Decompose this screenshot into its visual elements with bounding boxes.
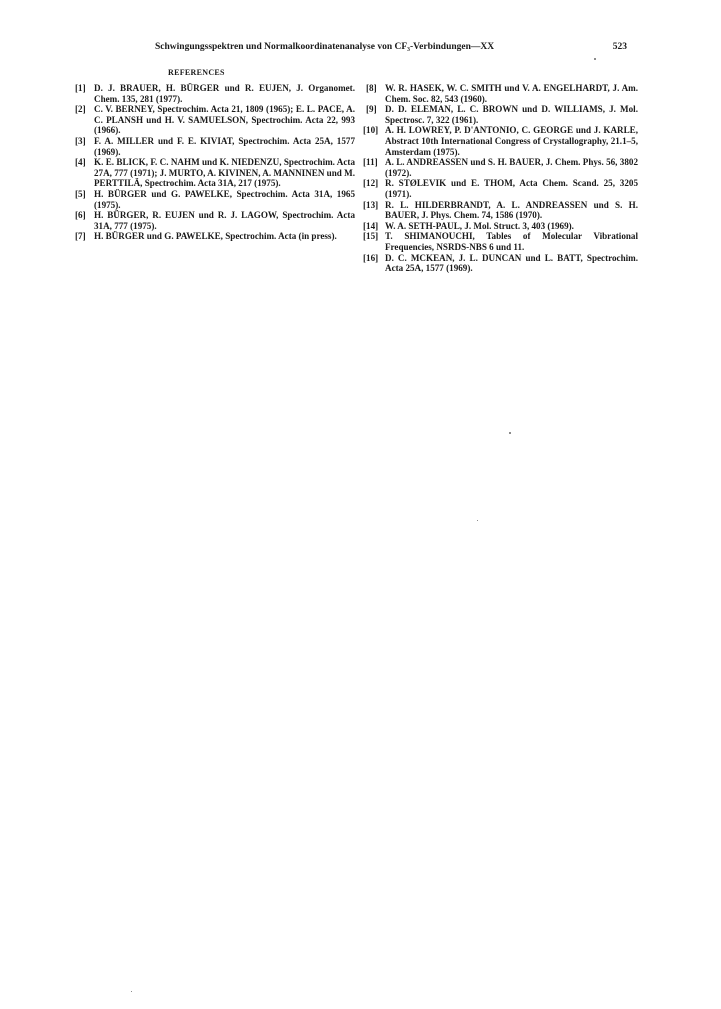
reference-10 — [363, 125, 638, 157]
reference-12 — [363, 178, 638, 199]
reference-16 — [363, 252, 638, 274]
reference-1 — [75, 83, 355, 104]
reference-number: [1] — [75, 83, 86, 93]
reference-6 — [75, 210, 355, 231]
reference-number: [9] — [366, 104, 377, 115]
reference-number: [10] — [363, 125, 379, 136]
reference-text: F. A. MILLER und F. E. KIVIAT, Spectrochim. Acta 25A, 1577 (1969). — [94, 135, 355, 157]
reference-text: W. R. HASEK, W. C. SMITH und V. A. ENGELHARDT, J. Am. Chem. Soc. 82, 543 (1960). — [385, 83, 638, 104]
references-column-right — [363, 83, 638, 274]
reference-number: [6] — [75, 210, 86, 221]
reference-7 — [75, 231, 355, 242]
reference-13 — [363, 199, 638, 221]
running-title: Schwingungsspektren und Normalkoordinatenanalyse von CF₃-Verbindungen—XX — [155, 42, 495, 52]
reference-text: T. SHIMANOUCHI, Tables of Molecular Vibrational Frequencies, NSRDS-NBS 6 und 11. — [385, 231, 638, 252]
reference-14 — [363, 220, 638, 232]
reference-text: A. L. ANDREASSEN und S. H. BAUER, J. Chem. Phys. 56, 3802 (1972). — [385, 157, 638, 178]
reference-8 — [366, 83, 638, 104]
scan-speck — [477, 520, 478, 521]
reference-9 — [366, 104, 638, 125]
reference-3 — [75, 136, 355, 157]
reference-text: C. V. BERNEY, Spectrochim. Acta 21, 1809 (1965); E. L. PACE, A. C. PLANSH und H. V. SAMUELSON, Spectrochim. Acta 22, 993 (1966). — [94, 104, 355, 136]
reference-text: W. A. SETH-PAUL, J. Mol. Struct. 3, 403 (1969). — [385, 220, 574, 231]
reference-text: A. H. LOWREY, P. D'ANTONIO, C. GEORGE und J. KARLE, Abstract 10th International Congress of Crystallography, 21.1–5, Amsterdam (1975). — [385, 125, 638, 157]
reference-number: [3] — [75, 135, 86, 146]
references-column-left — [75, 83, 355, 242]
reference-2 — [75, 104, 355, 136]
reference-text: K. E. BLICK, F. C. NAHM und K. NIEDENZU, Spectrochim. Acta 27A, 777 (1971); J. MURTO, A. KIVINEN, A. MANNINEN und M. PERTTILÄ, Spectrochim. Acta 31A, 217 (1975). — [94, 157, 355, 189]
reference-number: [8] — [366, 83, 377, 93]
reference-text: R. L. HILDERBRANDT, A. L. ANDREASSEN und S. H. BAUER, J. Phys. Chem. 74, 1586 (1970). — [385, 199, 638, 221]
reference-text: D. J. BRAUER, H. BÜRGER und R. EUJEN, J. Organomet. Chem. 135, 281 (1977). — [94, 83, 355, 104]
reference-number: [15] — [363, 231, 379, 242]
reference-text: H. BÜRGER, R. EUJEN und R. J. LAGOW, Spectrochim. Acta 31A, 777 (1975). — [94, 210, 355, 231]
scan-speck — [131, 991, 132, 992]
reference-number: [14] — [363, 220, 379, 231]
reference-11 — [363, 157, 638, 178]
reference-15 — [363, 231, 638, 252]
references-heading: REFERENCES — [168, 68, 225, 77]
reference-4 — [75, 157, 355, 189]
reference-text: D. D. ELEMAN, L. C. BROWN und D. WILLIAMS, J. Mol. Spectrosc. 7, 322 (1961). — [385, 104, 638, 125]
reference-number: [13] — [363, 199, 379, 210]
reference-text: H. BÜRGER und G. PAWELKE, Spectrochim. Acta 31A, 1965 (1975). — [94, 188, 355, 210]
page-number: 523 — [612, 42, 627, 52]
reference-number: [16] — [363, 252, 379, 263]
reference-text: R. STØLEVIK und E. THOM, Acta Chem. Scand. 25, 3205 (1971). — [385, 178, 638, 199]
scan-speck — [509, 432, 511, 434]
reference-number: [5] — [75, 188, 86, 199]
reference-number: [7] — [75, 231, 86, 242]
scan-speck — [594, 58, 596, 60]
reference-number: [11] — [363, 157, 378, 168]
reference-text: H. BÜRGER und G. PAWELKE, Spectrochim. Acta (in press). — [94, 231, 337, 242]
reference-number: [12] — [363, 178, 379, 189]
reference-text: D. C. MCKEAN, J. L. DUNCAN und L. BATT, Spectrochim. Acta 25A, 1577 (1969). — [385, 252, 638, 274]
reference-number: [2] — [75, 104, 86, 115]
reference-5 — [75, 189, 355, 210]
reference-number: [4] — [75, 157, 86, 168]
